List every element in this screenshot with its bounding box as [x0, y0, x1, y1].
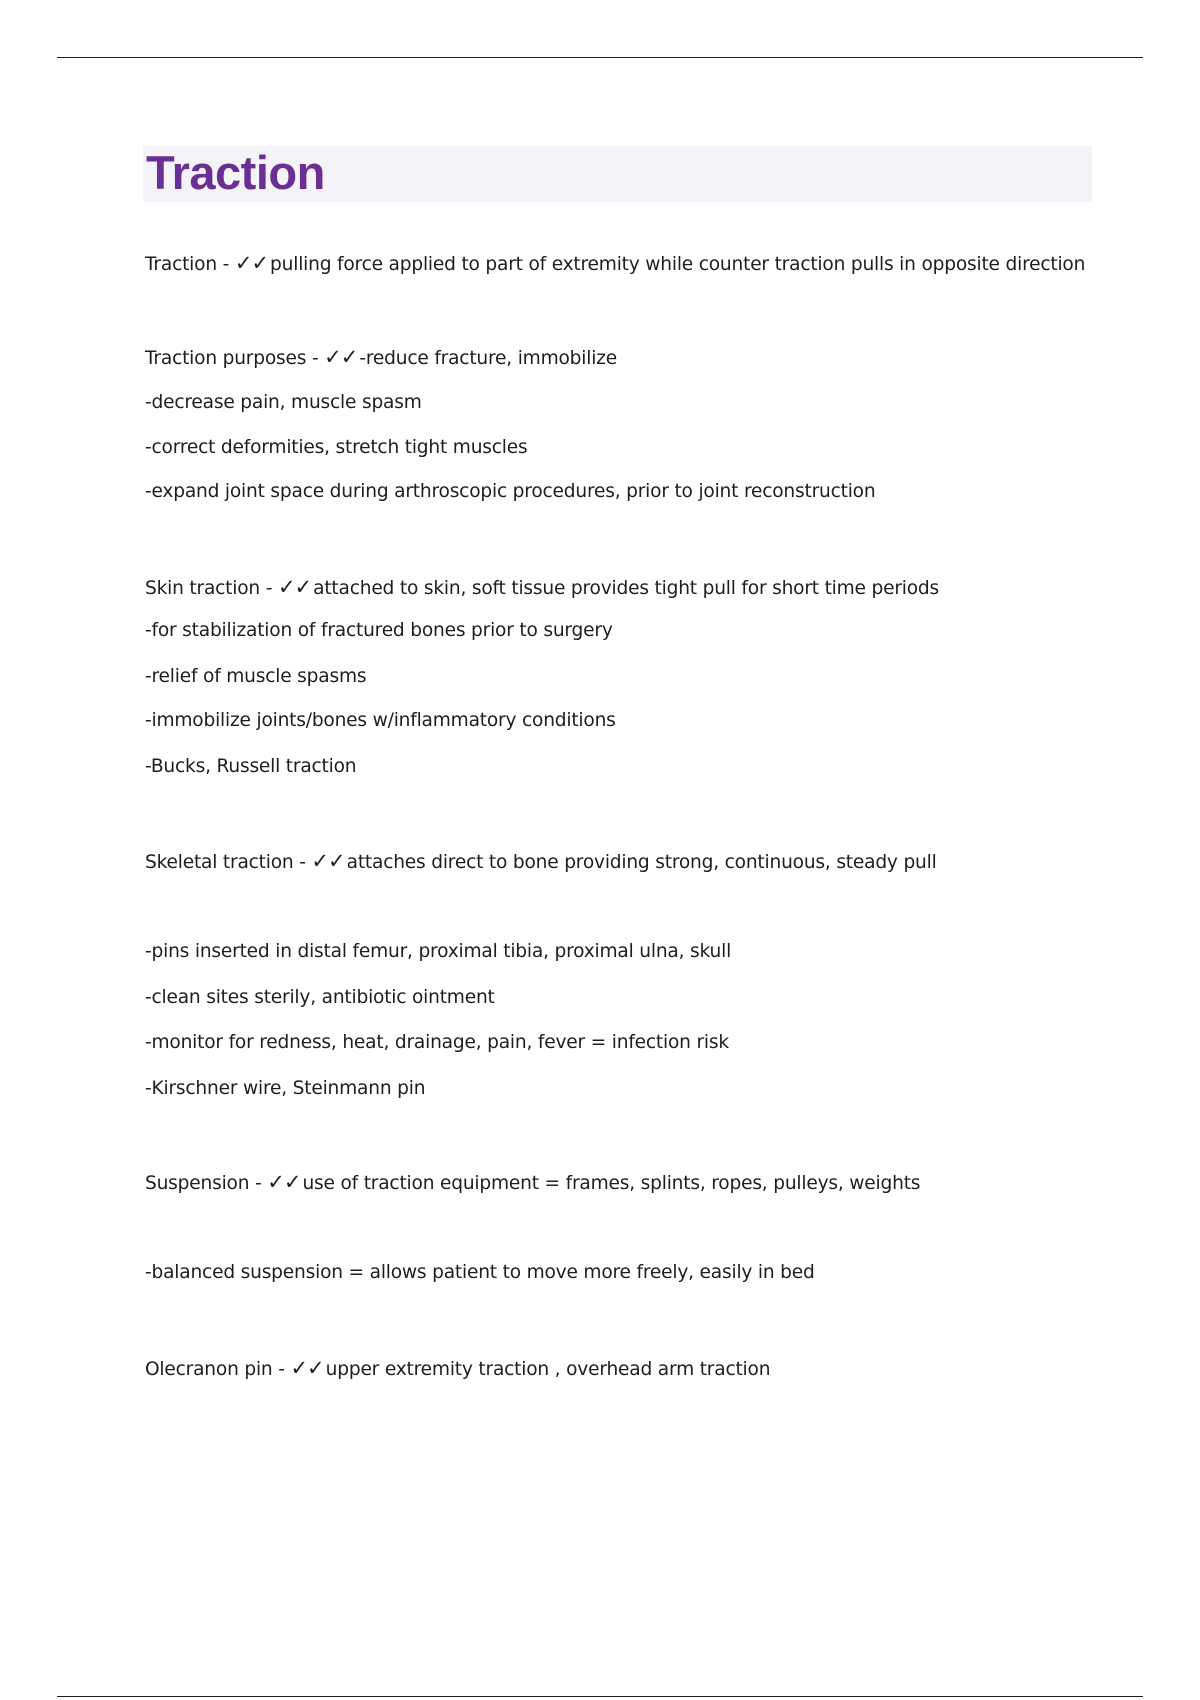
footer-rule — [57, 1696, 1143, 1697]
entry-term: Traction purposes - — [145, 348, 325, 369]
entry-skin-traction — [145, 575, 939, 601]
entry-detail-line: -monitor for redness, heat, drainage, pain, fever = infection risk — [145, 1032, 729, 1053]
double-check-icon: ✓✓ — [324, 345, 358, 369]
entry-term: Suspension - — [145, 1173, 268, 1194]
double-check-icon: ✓✓ — [234, 251, 269, 275]
double-check-icon: ✓✓ — [311, 849, 345, 873]
entry-detail-line: -for stabilization of fractured bones prior to surgery — [145, 620, 613, 641]
entry-definition: -reduce fracture, immobilize — [359, 348, 617, 369]
entry-detail-line: -correct deformities, stretch tight muscles — [145, 437, 528, 458]
entry-skeletal-traction — [145, 849, 937, 875]
entry-traction — [145, 251, 1085, 277]
entry-detail-line: -pins inserted in distal femur, proximal tibia, proximal ulna, skull — [145, 941, 732, 962]
entry-definition: attached to skin, soft tissue provides tight pull for short time periods — [313, 578, 940, 599]
entry-detail-line: -expand joint space during arthroscopic procedures, prior to joint reconstruction — [145, 481, 876, 502]
entry-detail-line: -clean sites sterily, antibiotic ointment — [145, 987, 495, 1008]
entry-term: Olecranon pin - — [145, 1359, 291, 1380]
entry-term: Traction - — [145, 254, 235, 275]
entry-detail-line: -balanced suspension = allows patient to move more freely, easily in bed — [145, 1262, 815, 1283]
entry-definition: use of traction equipment = frames, splints, ropes, pulleys, weights — [302, 1173, 921, 1194]
entry-definition: attaches direct to bone providing strong, continuous, steady pull — [346, 852, 937, 873]
entry-olecranon-pin — [145, 1356, 770, 1382]
entry-detail-line: -Kirschner wire, Steinmann pin — [145, 1078, 426, 1099]
entry-definition: upper extremity traction , overhead arm traction — [325, 1359, 771, 1380]
entry-definition: pulling force applied to part of extremity while counter traction pulls in opposite direction — [270, 254, 1086, 275]
entry-detail-line: -decrease pain, muscle spasm — [145, 392, 422, 413]
entry-detail-line: -Bucks, Russell traction — [145, 756, 357, 777]
double-check-icon: ✓✓ — [267, 1170, 301, 1194]
entry-suspension — [145, 1170, 920, 1196]
double-check-icon: ✓✓ — [290, 1356, 324, 1380]
entry-term: Skin traction - — [145, 578, 278, 599]
entry-traction-purposes — [145, 345, 617, 371]
entry-detail-line: -immobilize joints/bones w/inflammatory conditions — [145, 710, 616, 731]
entry-term: Skeletal traction - — [145, 852, 312, 873]
double-check-icon: ✓✓ — [277, 575, 312, 599]
header-rule — [57, 57, 1143, 58]
page-title: Traction — [146, 146, 325, 199]
entry-detail-line: -relief of muscle spasms — [145, 666, 367, 687]
